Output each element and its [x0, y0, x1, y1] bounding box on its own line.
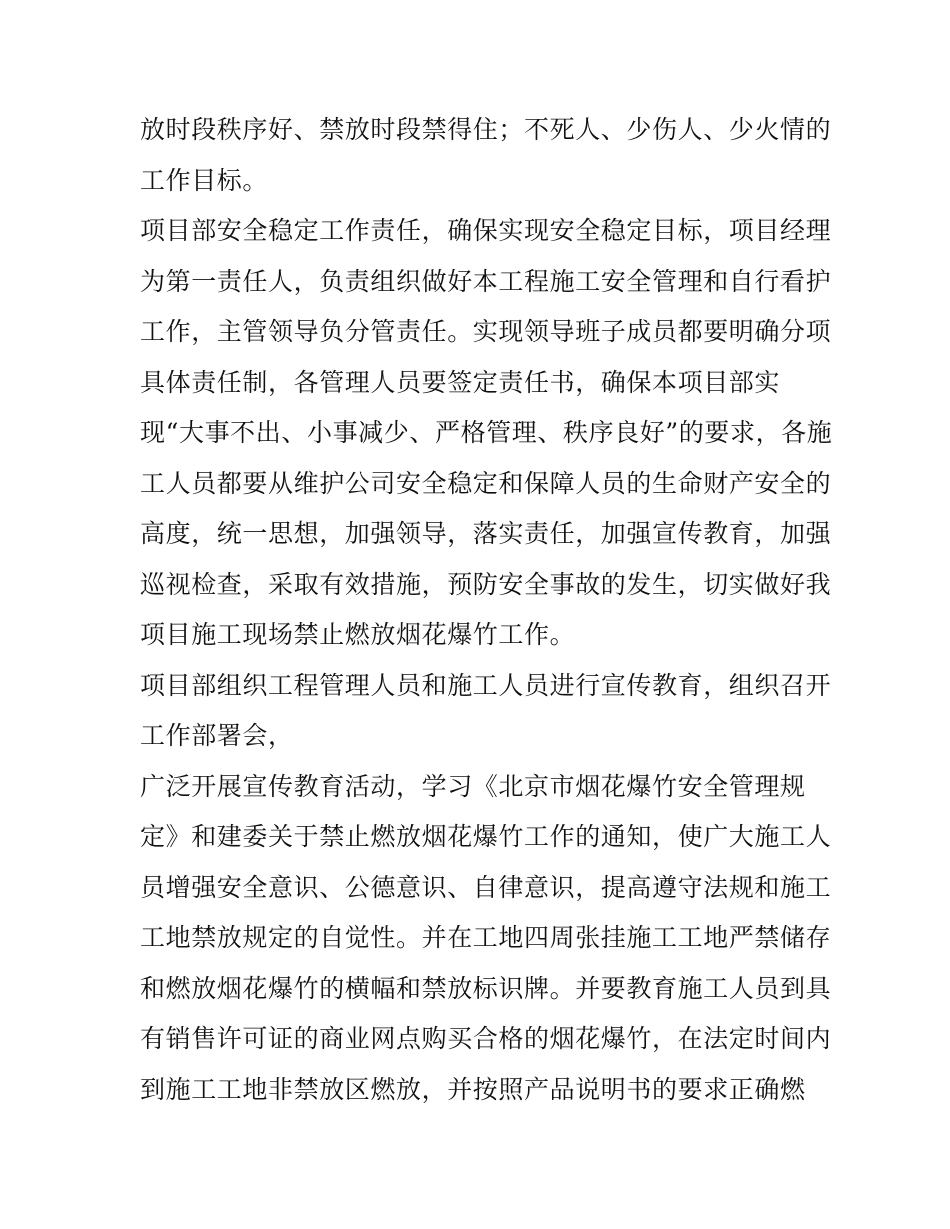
text-line: 项目部组织工程管理人员和施工人员进行宣传教育，组织召开 [140, 671, 832, 700]
text-line: 和燃放烟花爆竹的横幅和禁放标识牌。并要教育施工人员到具 [140, 974, 832, 1003]
text-line: 员增强安全意识、公德意识、自律意识，提高遵守法规和施工 [140, 873, 832, 902]
text-line: 高度，统一思想，加强领导，落实责任，加强宣传教育，加强 [140, 519, 832, 548]
text-line: 有销售许可证的商业网点购买合格的烟花爆竹，在法定时间内 [140, 1024, 832, 1053]
text-line: 巡视检查，采取有效措施，预防安全事故的发生，切实做好我 [140, 570, 832, 599]
text-line: 具体责任制，各管理人员要签定责任书，确保本项目部实 [140, 368, 781, 397]
text-line: 项目部安全稳定工作责任，确保实现安全稳定目标，项目经理 [140, 216, 832, 245]
text-line: 到施工工地非禁放区燃放，并按照产品说明书的要求正确燃 [140, 1075, 806, 1104]
text-line: 工作目标。 [140, 166, 269, 195]
text-line: 定》和建委关于禁止燃放烟花爆竹工作的通知，使广大施工人 [140, 822, 832, 851]
text-line: 工作，主管领导负分管责任。实现领导班子成员都要明确分项 [140, 317, 832, 346]
text-line: 现“大事不出、小事减少、严格管理、秩序良好”的要求，各施 [140, 418, 833, 447]
text-line: 广泛开展宣传教育活动，学习《北京市烟花爆竹安全管理规 [140, 772, 806, 801]
text-line: 工作部署会， [140, 721, 294, 750]
text-line: 工地禁放规定的自觉性。并在工地四周张挂施工工地严禁储存 [140, 923, 832, 952]
text-line: 工人员都要从维护公司安全稳定和保障人员的生命财产安全的 [140, 469, 832, 498]
text-line: 放时段秩序好、禁放时段禁得住；不死人、少伤人、少火情的 [140, 115, 832, 144]
text-line: 为第一责任人，负责组织做好本工程施工安全管理和自行看护 [140, 267, 832, 296]
text-line: 项目施工现场禁止燃放烟花爆竹工作。 [140, 620, 576, 649]
